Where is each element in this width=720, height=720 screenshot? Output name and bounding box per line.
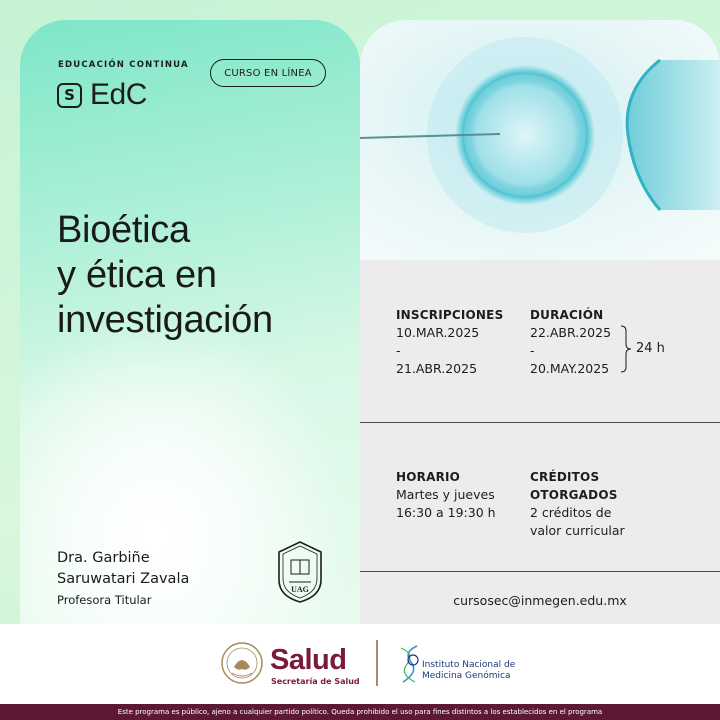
salud-wordmark: Salud	[270, 644, 347, 676]
uag-seal-icon	[275, 540, 325, 604]
creditos-heading-line1: CRÉDITOS	[530, 470, 600, 484]
horario-time: 16:30 a 19:30 h	[396, 505, 496, 520]
section-divider	[360, 422, 720, 423]
horario-heading: HORARIO	[396, 470, 461, 484]
course-title-line: investigación	[57, 299, 273, 341]
course-title-card	[20, 20, 360, 624]
course-title	[57, 208, 357, 343]
section-divider	[360, 571, 720, 572]
horario-days: Martes y jueves	[396, 487, 495, 502]
creditos-value-line2: valor curricular	[530, 523, 625, 538]
course-details-card	[360, 20, 720, 624]
inscripciones-heading: INSCRIPCIONES	[396, 308, 504, 322]
svg-text:UAG: UAG	[291, 585, 309, 594]
duracion-total: 24 h	[636, 341, 665, 356]
edc-logo-icon: S	[57, 83, 82, 108]
inmegen-name-line1: Instituto Nacional de	[422, 660, 516, 670]
edc-logo	[57, 78, 147, 112]
inscripciones-start: 10.MAR.2025	[396, 325, 480, 340]
mexico-seal-icon	[220, 641, 264, 685]
duracion-dash: -	[530, 343, 535, 358]
legal-disclaimer: Este programa es público, ajeno a cualquier partido político. Queda prohibido el uso para fines distintos a los establecidos en el programa	[0, 704, 720, 720]
instructor-name-line1: Dra. Garbiñe	[57, 550, 150, 566]
footer-divider	[376, 640, 378, 686]
online-course-badge: CURSO EN LÍNEA	[210, 59, 326, 87]
program-label: EDUCACIÓN CONTINUA	[58, 60, 189, 70]
instructor-name-line2: Saruwatari Zavala	[57, 571, 190, 587]
contact-email[interactable]: cursosec@inmegen.edu.mx	[453, 593, 627, 608]
instructor-info	[57, 548, 277, 607]
embryo-microinjection-photo	[360, 20, 720, 260]
course-title-line: Bioética	[57, 209, 190, 251]
creditos-value-line1: 2 créditos de	[530, 505, 612, 520]
duracion-block	[530, 306, 611, 378]
duracion-start: 22.ABR.2025	[530, 325, 612, 340]
inmegen-name	[422, 660, 515, 682]
institution-footer	[0, 624, 720, 704]
inscripciones-end: 21.ABR.2025	[396, 361, 478, 376]
inscripciones-block	[396, 306, 503, 378]
creditos-heading-line2: OTORGADOS	[530, 488, 618, 502]
course-title-line: y ética en	[57, 254, 217, 296]
duracion-heading: DURACIÓN	[530, 308, 604, 322]
inmegen-name-line2: Medicina Genómica	[422, 671, 511, 681]
brace-icon	[620, 325, 632, 373]
inscripciones-dash: -	[396, 343, 401, 358]
duracion-end: 20.MAY.2025	[530, 361, 610, 376]
edc-logo-text: EdC	[90, 78, 147, 111]
inmegen-dna-icon	[393, 642, 423, 686]
horario-block	[396, 468, 496, 522]
salud-subtitle: Secretaría de Salud	[271, 677, 360, 686]
instructor-role: Profesora Titular	[57, 593, 152, 607]
creditos-block	[530, 468, 625, 540]
